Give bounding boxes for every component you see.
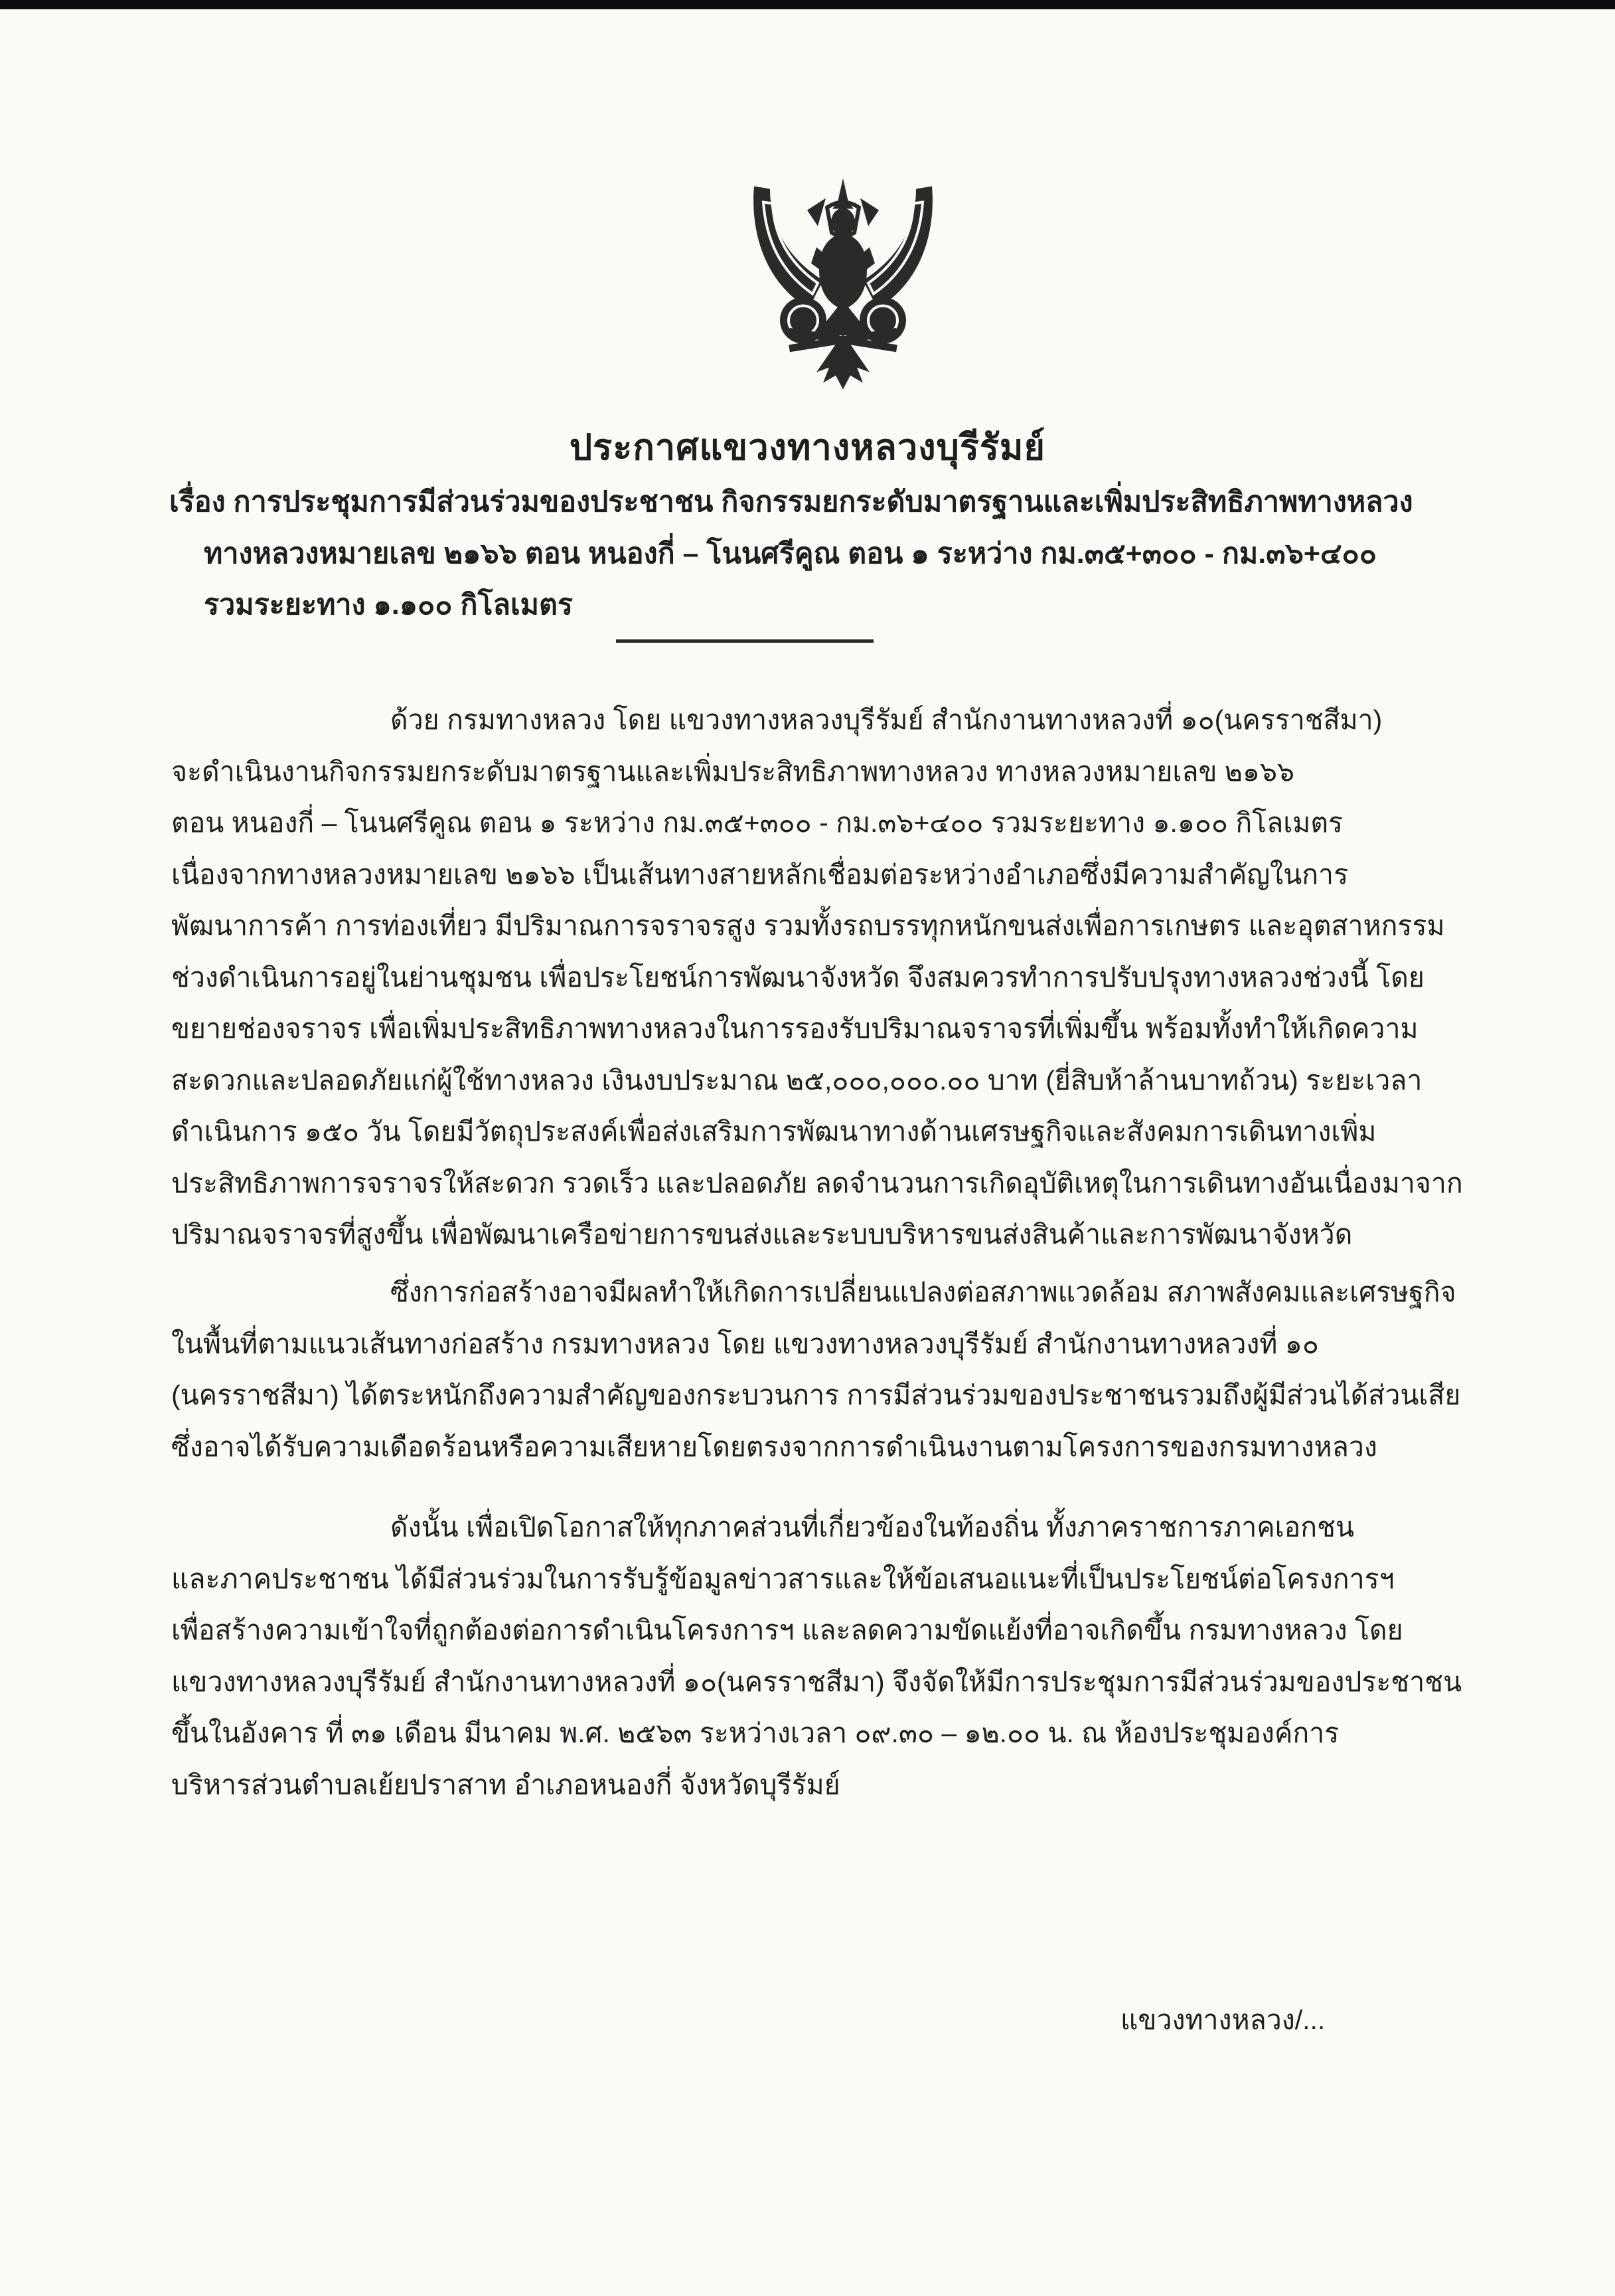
subject-line: เรื่อง การประชุมการมีส่วนร่วมของประชาชน กิจกรรมยกระดับมาตรฐานและเพิ่มประสิทธิภาพทางหลวง — [169, 486, 1413, 518]
title-divider-line — [616, 639, 874, 643]
scan-edge-strip — [0, 0, 1615, 9]
body-line: ตอน หนองกี่ – โนนศรีคูณ ตอน ๑ ระหว่าง กม.๓๕+๓๐๐ - กม.๓๖+๔๐๐ รวมระยะทาง ๑.๑๐๐ กิโลเมตร — [171, 807, 1343, 838]
document-title: ประกาศแขวงทางหลวงบุรีรัมย์ — [569, 428, 1046, 467]
subject-block — [169, 477, 1464, 631]
garuda-emblem-icon — [743, 167, 943, 396]
body-line: ดังนั้น เพื่อเปิดโอกาสให้ทุกภาคส่วนที่เกี่ยวข้องในท้องถิ่น ทั้งภาคราชการภาคเอกชน — [390, 1512, 1354, 1542]
body-line: ในพื้นที่ตามแนวเส้นทางก่อสร้าง กรมทางหลวง โดย แขวงทางหลวงบุรีรัมย์ สำนักงานทางหลวงที่ ๑๐ — [171, 1328, 1319, 1359]
body-line: (นครราชสีมา) ได้ตระหนักถึงความสำคัญของกระบวนการ การมีส่วนร่วมของประชาชนรวมถึงผู้มีส่วนได้ส่วนเสีย — [171, 1380, 1461, 1410]
body-line: บริหารส่วนตำบลเย้ยปราสาท อำเภอหนองกี่ จังหวัดบุรีรัมย์ — [171, 1769, 840, 1800]
body-line: ประสิทธิภาพการจราจรให้สะดวก รวดเร็ว และปลอดภัย ลดจำนวนการเกิดอุบัติเหตุในการเดินทางอันเนื่องมาจาก — [171, 1167, 1463, 1198]
body-line: ซึ่งอาจได้รับความเดือดร้อนหรือความเสียหายโดยตรงจากการดำเนินงานตามโครงการของกรมทางหลวง — [171, 1431, 1377, 1462]
body-line: เพื่อสร้างความเข้าใจที่ถูกต้องต่อการดำเนินโครงการฯ และลดความขัดแย้งที่อาจเกิดขึ้น กรมทางหลวง โดย — [171, 1615, 1403, 1645]
page-footer-note: แขวงทางหลวง/... — [1120, 2005, 1326, 2035]
body-line: ด้วย กรมทางหลวง โดย แขวงทางหลวงบุรีรัมย์ สำนักงานทางหลวงที่ ๑๐(นครราชสีมา) — [390, 704, 1383, 735]
paragraph-3 — [171, 1502, 1462, 1811]
body-line: เนื่องจากทางหลวงหมายเลข ๒๑๖๖ เป็นเส้นทางสายหลักเชื่อมต่อระหว่างอำเภอซึ่งมีความสำคัญในการ — [171, 859, 1349, 890]
body-line: ซึ่งการก่อสร้างอาจมีผลทำให้เกิดการเปลี่ยนแปลงต่อสภาพแวดล้อม สภาพสังคมและเศรษฐกิจ — [390, 1277, 1456, 1307]
body-line: พัฒนาการค้า การท่องเที่ยว มีปริมาณการจราจรสูง รวมทั้งรถบรรทุกหนักขนส่งเพื่อการเกษตร และอุตสาหกรรม — [171, 910, 1445, 941]
subject-line: รวมระยะทาง ๑.๑๐๐ กิโลเมตร — [204, 589, 574, 621]
body-line: ขยายช่องจราจร เพื่อเพิ่มประสิทธิภาพทางหลวงในการรองรับปริมาณจราจรที่เพิ่มขึ้น พร้อมทั้งทำให้เกิดความ — [171, 1013, 1419, 1044]
body-line: สะดวกและปลอดภัยแก่ผู้ใช้ทางหลวง เงินงบประมาณ ๒๕,๐๐๐,๐๐๐.๐๐ บาท (ยี่สิบห้าล้านบาทถ้วน) ระยะเวลา — [171, 1064, 1423, 1096]
body-line: แขวงทางหลวงบุรีรัมย์ สำนักงานทางหลวงที่ ๑๐(นครราชสีมา) จึงจัดให้มีการประชุมการมีส่วนร่วมของประชาชน — [171, 1666, 1462, 1697]
subject-line: ทางหลวงหมายเลข ๒๑๖๖ ตอน หนองกี่ – โนนศรีคูณ ตอน ๑ ระหว่าง กม.๓๕+๓๐๐ - กม.๓๖+๔๐๐ — [204, 537, 1377, 570]
body-line: ปริมาณจราจรที่สูงขึ้น เพื่อพัฒนาเครือข่ายการขนส่งและระบบบริหารขนส่งสินค้าและการพัฒนาจังหวัด — [171, 1219, 1353, 1250]
paragraph-2 — [171, 1267, 1461, 1473]
body-line: ดำเนินการ ๑๕๐ วัน โดยมีวัตถุประสงค์เพื่อส่งเสริมการพัฒนาทางด้านเศรษฐกิจและสังคมการเดินทางเพิ่ม — [171, 1116, 1377, 1147]
body-line: ขึ้นในอังคาร ที่ ๓๑ เดือน มีนาคม พ.ศ. ๒๕๖๓ ระหว่างเวลา ๐๙.๓๐ – ๑๒.๐๐ น. ณ ห้องประชุมองค์การ — [171, 1718, 1340, 1748]
body-line: และภาคประชาชน ได้มีส่วนร่วมในการรับรู้ข้อมูลข่าวสารและให้ข้อเสนอแนะที่เป็นประโยชน์ต่อโครงการฯ — [171, 1563, 1395, 1594]
body-line: จะดำเนินงานกิจกรรมยกระดับมาตรฐานและเพิ่มประสิทธิภาพทางหลวง ทางหลวงหมายเลข ๒๑๖๖ — [171, 756, 1295, 787]
paragraph-1 — [171, 695, 1463, 1261]
body-line: ช่วงดำเนินการอยู่ในย่านชุมชน เพื่อประโยชน์การพัฒนาจังหวัด จึงสมควรทำการปรับปรุงทางหลวงช่วงนี้ โดย — [171, 961, 1424, 993]
